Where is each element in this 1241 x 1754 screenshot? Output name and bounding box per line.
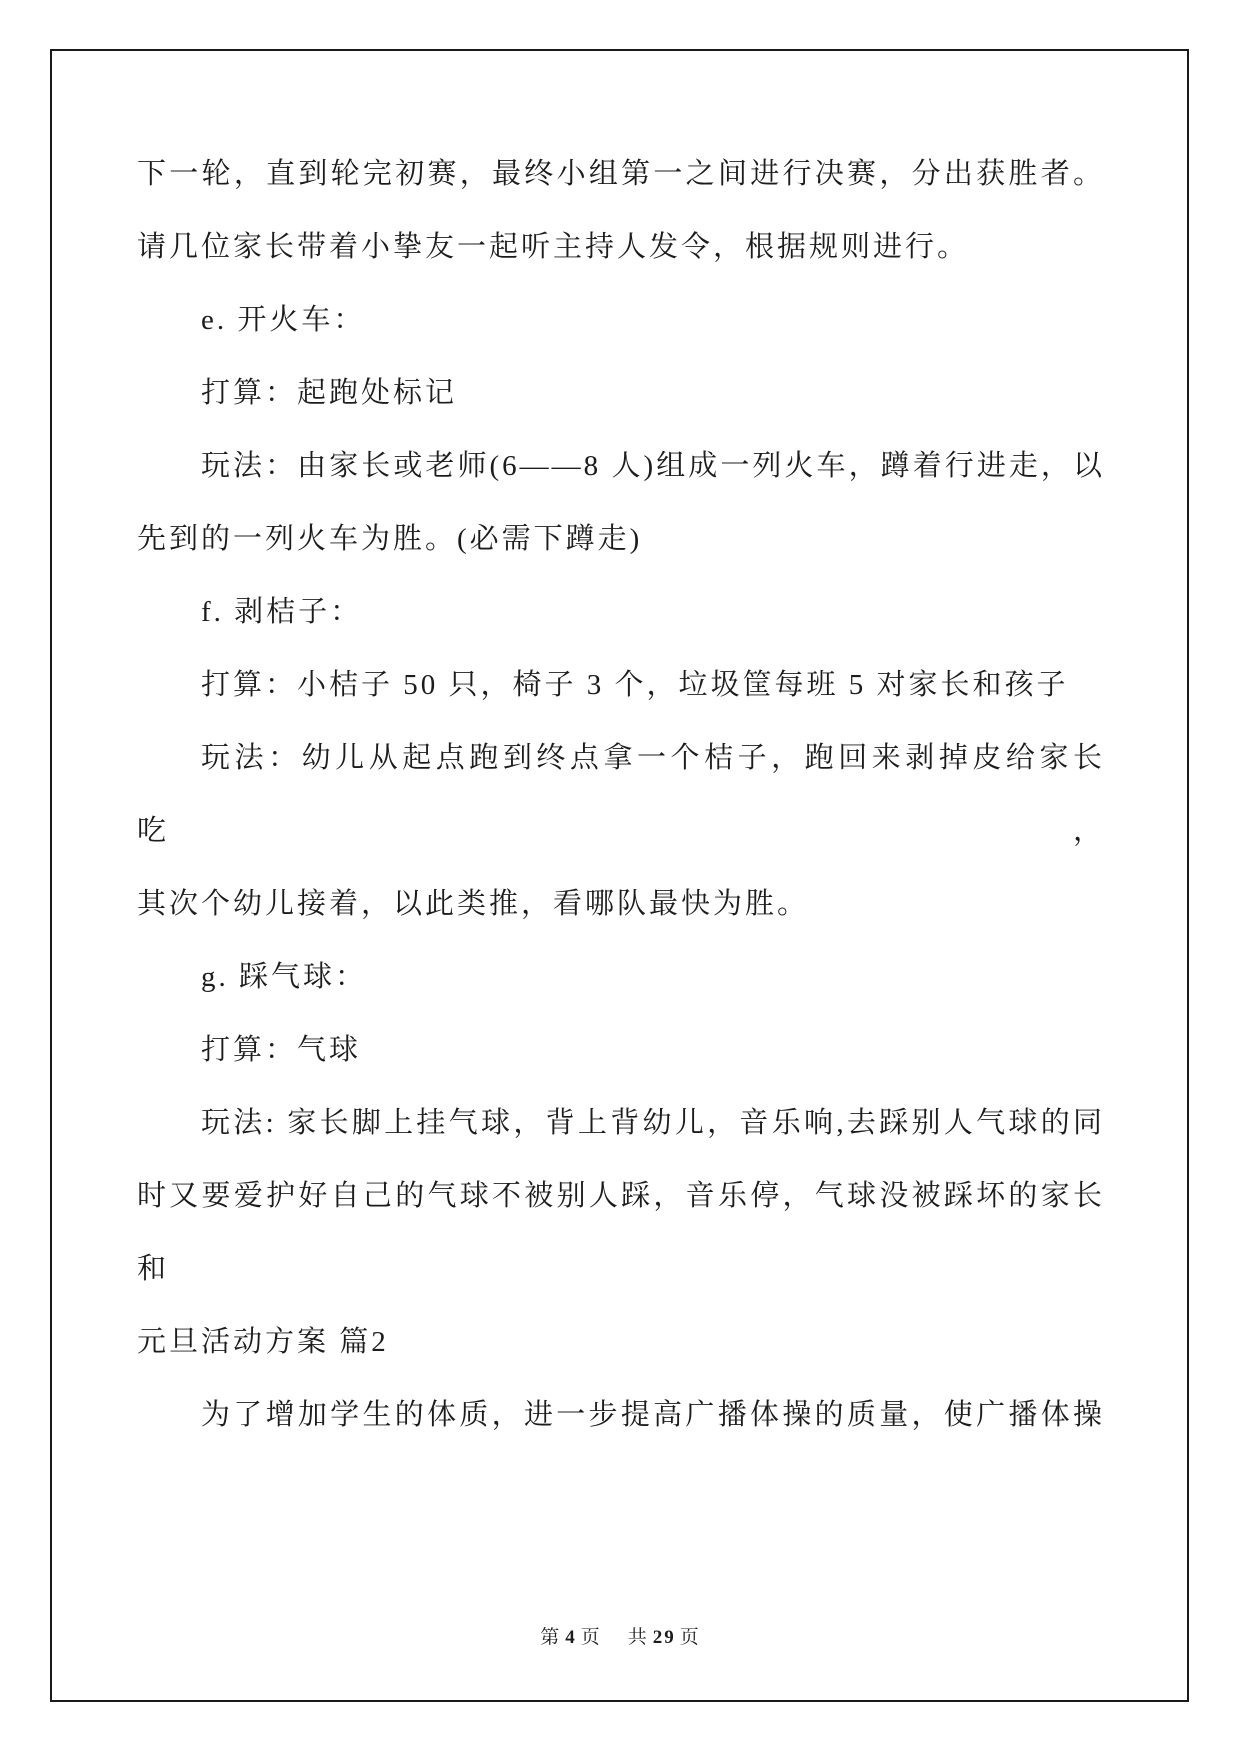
- text-line: g. 踩气球：: [201, 961, 368, 993]
- text-line: 请几位家长带着小挚友一起听主持人发令，根据规则进行。: [137, 231, 970, 263]
- text-line: 打算：气球: [201, 1034, 362, 1066]
- text-line: 先到的一列火车为胜。(必需下蹲走): [137, 523, 643, 555]
- text-line: 下一轮，直到轮完初赛，最终小组第一之间进行决赛，分出获胜者。: [137, 158, 1105, 190]
- text-line: 元旦活动方案 篇2: [137, 1326, 389, 1358]
- text-line: f. 剥桔子：: [201, 596, 363, 628]
- footer-total-prefix: 共: [627, 1627, 649, 1648]
- document-body: [137, 138, 1105, 1452]
- text-line: 时又要爱护好自己的气球不被别人踩，音乐停，气球没被踩坏的家长: [137, 1180, 1105, 1212]
- footer-page-suffix: 页: [580, 1627, 602, 1648]
- footer-page-prefix: 第: [540, 1627, 562, 1648]
- text-line: 和: [137, 1253, 170, 1285]
- page-border-frame: [50, 49, 1189, 1702]
- text-line: 玩法：由家长或老师(6——8 人)组成一列火车，蹲着行进走，以: [201, 450, 1105, 482]
- text-line: 玩法: 家长脚上挂气球，背上背幼儿，音乐响,去踩别人气球的同: [201, 1107, 1105, 1139]
- text-line: 为了增加学生的体质，进一步提高广播体操的质量，使广播体操: [201, 1399, 1105, 1431]
- footer-total-suffix: 页: [679, 1627, 701, 1648]
- page-footer: [0, 1622, 1241, 1649]
- text-line: 打算：小桔子 50 只，椅子 3 个，垃圾筐每班 5 对家长和孩子: [201, 669, 1069, 701]
- text-line: e. 开火车：: [201, 304, 366, 336]
- text-line: 打算：起跑处标记: [201, 377, 458, 409]
- text-line: 玩法：幼儿从起点跑到终点拿一个桔子，跑回来剥掉皮给家长吃，: [137, 742, 1105, 847]
- text-line: 其次个幼儿接着，以此类推，看哪队最快为胜。: [137, 888, 810, 920]
- footer-page-number: 4: [565, 1627, 577, 1648]
- footer-total-number: 29: [652, 1627, 676, 1648]
